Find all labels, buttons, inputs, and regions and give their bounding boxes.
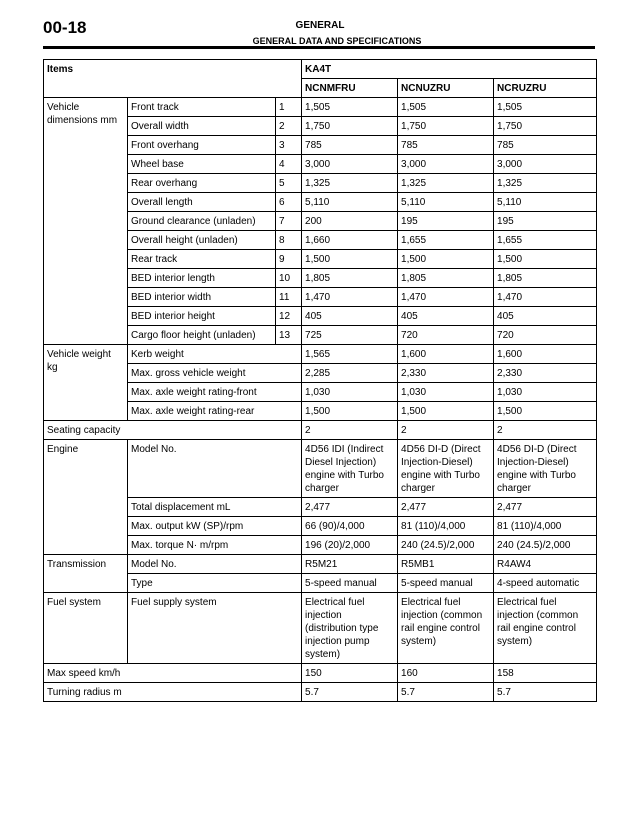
item-label: Rear overhang (128, 174, 276, 193)
weight-row (44, 345, 597, 364)
value-cell: 1,750 (302, 117, 398, 136)
value-cell: 1,505 (302, 98, 398, 117)
item-number: 9 (276, 250, 302, 269)
item-number: 12 (276, 307, 302, 326)
seating-row (44, 421, 597, 440)
value-cell: 1,325 (494, 174, 597, 193)
value-cell: 3,000 (398, 155, 494, 174)
item-label: Max. axle weight rating-front (128, 383, 302, 402)
items-header: Items (44, 60, 302, 98)
value-cell: R5MB1 (398, 555, 494, 574)
model-header: NCNUZRU (398, 79, 494, 98)
item-label: Model No. (128, 440, 302, 498)
group-label-transmission: Transmission (44, 555, 128, 593)
value-cell: 2,330 (398, 364, 494, 383)
fuel-row (44, 593, 597, 664)
value-cell: 81 (110)/4,000 (494, 517, 597, 536)
value-cell: 405 (302, 307, 398, 326)
value-cell: 1,500 (302, 250, 398, 269)
engine-row (44, 440, 597, 498)
value-cell: 2,285 (302, 364, 398, 383)
item-number: 1 (276, 98, 302, 117)
value-cell: 1,500 (398, 402, 494, 421)
value-cell: 720 (494, 326, 597, 345)
value-cell: 195 (398, 212, 494, 231)
item-number: 8 (276, 231, 302, 250)
value-cell: 1,500 (302, 402, 398, 421)
value-cell: 2,477 (398, 498, 494, 517)
item-label: Fuel supply system (128, 593, 302, 664)
value-cell: 195 (494, 212, 597, 231)
item-number: 5 (276, 174, 302, 193)
group-label-max-speed: Max speed km/h (44, 664, 302, 683)
value-cell: 4D56 DI-D (Direct Injection-Diesel) engine with Turbo charger (494, 440, 597, 498)
value-cell: 725 (302, 326, 398, 345)
value-cell: 1,470 (398, 288, 494, 307)
value-cell: R5M21 (302, 555, 398, 574)
value-cell: 2 (398, 421, 494, 440)
value-cell: 1,600 (494, 345, 597, 364)
value-cell: 1,660 (302, 231, 398, 250)
value-cell: 1,500 (398, 250, 494, 269)
value-cell: 3,000 (494, 155, 597, 174)
item-number: 13 (276, 326, 302, 345)
item-label: Overall height (unladen) (128, 231, 276, 250)
item-number: 6 (276, 193, 302, 212)
model-group-header: KA4T (302, 60, 597, 79)
transmission-row (44, 555, 597, 574)
value-cell: 1,500 (494, 402, 597, 421)
item-number: 4 (276, 155, 302, 174)
value-cell: 1,655 (494, 231, 597, 250)
value-cell: 2,330 (494, 364, 597, 383)
value-cell: 1,470 (302, 288, 398, 307)
value-cell: 5,110 (398, 193, 494, 212)
value-cell: Electrical fuel injection (distribution type injection pump system) (302, 593, 398, 664)
value-cell: 4-speed automatic (494, 574, 597, 593)
value-cell: 405 (494, 307, 597, 326)
item-number: 7 (276, 212, 302, 231)
value-cell: Electrical fuel injection (common rail engine control system) (494, 593, 597, 664)
value-cell: 1,805 (398, 269, 494, 288)
item-number: 10 (276, 269, 302, 288)
value-cell: 5-speed manual (302, 574, 398, 593)
page-number: 00-18 (43, 18, 87, 37)
group-label-turning-radius: Turning radius m (44, 683, 302, 702)
model-header: NCNMFRU (302, 79, 398, 98)
value-cell: 66 (90)/4,000 (302, 517, 398, 536)
value-cell: 5,110 (494, 193, 597, 212)
table-header-row (44, 60, 597, 79)
value-cell: 5-speed manual (398, 574, 494, 593)
max-speed-row (44, 664, 597, 683)
item-label: Overall length (128, 193, 276, 212)
value-cell: 720 (398, 326, 494, 345)
value-cell: 405 (398, 307, 494, 326)
value-cell: 1,505 (398, 98, 494, 117)
value-cell: 5.7 (494, 683, 597, 702)
group-label-weight: Vehicle weight kg (44, 345, 128, 421)
value-cell: 1,505 (494, 98, 597, 117)
item-label: BED interior length (128, 269, 276, 288)
value-cell: 1,470 (494, 288, 597, 307)
value-cell: 5.7 (398, 683, 494, 702)
value-cell: 5.7 (302, 683, 398, 702)
value-cell: 3,000 (302, 155, 398, 174)
value-cell: 4D56 DI-D (Direct Injection-Diesel) engine with Turbo charger (398, 440, 494, 498)
value-cell: 1,030 (398, 383, 494, 402)
item-label: Model No. (128, 555, 302, 574)
item-label: BED interior height (128, 307, 276, 326)
value-cell: 1,655 (398, 231, 494, 250)
item-label: BED interior width (128, 288, 276, 307)
value-cell: 196 (20)/2,000 (302, 536, 398, 555)
group-label-seating: Seating capacity (44, 421, 302, 440)
header-rule (43, 46, 595, 49)
value-cell: 1,325 (302, 174, 398, 193)
value-cell: R4AW4 (494, 555, 597, 574)
value-cell: 1,750 (398, 117, 494, 136)
model-header: NCRUZRU (494, 79, 597, 98)
item-label: Total displacement mL (128, 498, 302, 517)
value-cell: 785 (302, 136, 398, 155)
value-cell: 1,565 (302, 345, 398, 364)
item-label: Front track (128, 98, 276, 117)
item-label: Max. gross vehicle weight (128, 364, 302, 383)
group-label-dimensions: Vehicle dimensions mm (44, 98, 128, 345)
dimension-row (44, 98, 597, 117)
value-cell: 240 (24.5)/2,000 (398, 536, 494, 555)
value-cell: 4D56 IDI (Indirect Diesel Injection) engine with Turbo charger (302, 440, 398, 498)
value-cell: 785 (494, 136, 597, 155)
item-number: 2 (276, 117, 302, 136)
value-cell: Electrical fuel injection (common rail engine control system) (398, 593, 494, 664)
value-cell: 1,805 (494, 269, 597, 288)
item-number: 3 (276, 136, 302, 155)
item-label: Type (128, 574, 302, 593)
value-cell: 2,477 (302, 498, 398, 517)
item-label: Wheel base (128, 155, 276, 174)
group-label-fuel: Fuel system (44, 593, 128, 664)
value-cell: 160 (398, 664, 494, 683)
item-label: Front overhang (128, 136, 276, 155)
value-cell: 1,030 (302, 383, 398, 402)
subsection-title: GENERAL DATA AND SPECIFICATIONS (252, 36, 422, 46)
value-cell: 785 (398, 136, 494, 155)
value-cell: 200 (302, 212, 398, 231)
section-title: GENERAL (295, 20, 345, 31)
value-cell: 150 (302, 664, 398, 683)
value-cell: 2 (302, 421, 398, 440)
item-label: Max. axle weight rating-rear (128, 402, 302, 421)
value-cell: 158 (494, 664, 597, 683)
value-cell: 1,030 (494, 383, 597, 402)
item-label: Kerb weight (128, 345, 302, 364)
item-label: Max. torque N· m/rpm (128, 536, 302, 555)
item-label: Ground clearance (unladen) (128, 212, 276, 231)
value-cell: 81 (110)/4,000 (398, 517, 494, 536)
group-label-engine: Engine (44, 440, 128, 555)
item-label: Max. output kW (SP)/rpm (128, 517, 302, 536)
value-cell: 2 (494, 421, 597, 440)
value-cell: 5,110 (302, 193, 398, 212)
value-cell: 2,477 (494, 498, 597, 517)
value-cell: 1,500 (494, 250, 597, 269)
value-cell: 1,750 (494, 117, 597, 136)
item-label: Overall width (128, 117, 276, 136)
turning-radius-row (44, 683, 597, 702)
value-cell: 1,325 (398, 174, 494, 193)
value-cell: 1,805 (302, 269, 398, 288)
item-number: 11 (276, 288, 302, 307)
item-label: Cargo floor height (unladen) (128, 326, 276, 345)
spec-table (43, 59, 597, 702)
value-cell: 1,600 (398, 345, 494, 364)
value-cell: 240 (24.5)/2,000 (494, 536, 597, 555)
item-label: Rear track (128, 250, 276, 269)
